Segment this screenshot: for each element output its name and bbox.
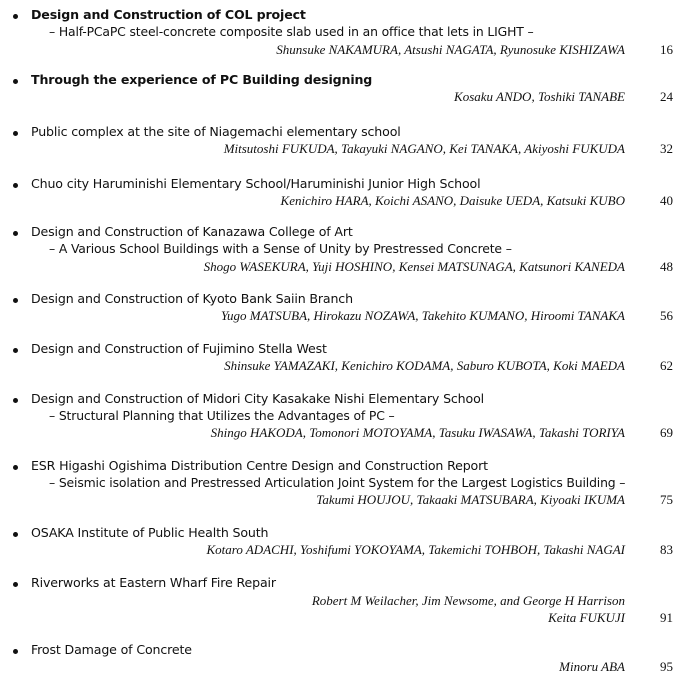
bullet-icon [13, 14, 18, 19]
bullet-icon [13, 231, 18, 236]
entry-title[interactable]: Design and Construction of Kanazawa College of Art [31, 224, 353, 239]
entry-authors: Shogo WASEKURA, Yuji HOSHINO, Kensei MATSUNAGA, Katsunori KANEDA [203, 259, 625, 274]
entry-authors: Minoru ABA [559, 659, 625, 674]
entry-title[interactable]: Riverworks at Eastern Wharf Fire Repair [31, 575, 276, 590]
entry-authors: Shingo HAKODA, Tomonori MOTOYAMA, Tasuku IWASAWA, Takashi TORIYA [210, 425, 625, 440]
entry-authors: Kosaku ANDO, Toshiki TANABE [454, 89, 625, 104]
entry-page-number[interactable]: 62 [660, 358, 673, 373]
entry-subtitle: – Structural Planning that Utilizes the Advantages of PC – [49, 408, 395, 423]
entry-authors: Kenichiro HARA, Koichi ASANO, Daisuke UEDA, Katsuki KUBO [280, 193, 625, 208]
entry-page-number[interactable]: 24 [660, 89, 673, 104]
bullet-icon [13, 348, 18, 353]
entry-subtitle: – A Various School Buildings with a Sense of Unity by Prestressed Concrete – [49, 241, 512, 256]
entry-title[interactable]: Design and Construction of Fujimino Stella West [31, 341, 327, 356]
entry-title[interactable]: Through the experience of PC Building designing [31, 72, 373, 87]
bullet-icon [13, 131, 18, 136]
entry-title[interactable]: OSAKA Institute of Public Health South [31, 525, 269, 540]
entry-page-number[interactable]: 16 [660, 42, 673, 57]
entry-authors: Yugo MATSUBA, Hirokazu NOZAWA, Takehito KUMANO, Hiroomi TANAKA [220, 308, 625, 323]
entry-title[interactable]: Design and Construction of COL project [31, 7, 306, 22]
entry-page-number[interactable]: 75 [660, 492, 673, 507]
entry-page-number[interactable]: 69 [660, 425, 673, 440]
entry-authors: Takumi HOUJOU, Takaaki MATSUBARA, Kiyoaki IKUMA [316, 492, 625, 507]
entry-page-number[interactable]: 48 [660, 259, 673, 274]
entry-page-number[interactable]: 32 [660, 141, 673, 156]
bullet-icon [13, 398, 18, 403]
entry-title[interactable]: Design and Construction of Midori City Kasakake Nishi Elementary School [31, 391, 484, 406]
bullet-icon [13, 298, 18, 303]
bullet-icon [13, 582, 18, 587]
entry-title[interactable]: ESR Higashi Ogishima Distribution Centre Design and Construction Report [31, 458, 488, 473]
entry-page-number[interactable]: 83 [660, 542, 673, 557]
entry-subtitle: – Seismic isolation and Prestressed Articulation Joint System for the Largest Logistics Building – [49, 475, 626, 490]
bullet-icon [13, 183, 18, 188]
entry-title[interactable]: Design and Construction of Kyoto Bank Saiin Branch [31, 291, 353, 306]
entry-page-number[interactable]: 95 [660, 659, 673, 674]
entry-title[interactable]: Chuo city Haruminishi Elementary School/Haruminishi Junior High School [31, 176, 481, 191]
entry-subtitle: – Half-PCaPC steel-concrete composite slab used in an office that lets in LIGHT – [49, 24, 534, 39]
entry-page-number[interactable]: 91 [660, 610, 673, 625]
entry-authors: Mitsutoshi FUKUDA, Takayuki NAGANO, Kei TANAKA, Akiyoshi FUKUDA [223, 141, 625, 156]
entry-authors: Shunsuke NAKAMURA, Atsushi NAGATA, Ryunosuke KISHIZAWA [276, 42, 625, 57]
entry-page-number[interactable]: 40 [660, 193, 673, 208]
entry-title[interactable]: Frost Damage of Concrete [31, 642, 192, 657]
entry-authors: Robert M Weilacher, Jim Newsome, and George H Harrison [311, 593, 625, 608]
bullet-icon [13, 465, 18, 470]
bullet-icon [13, 79, 18, 84]
entry-authors: Kotaro ADACHI, Yoshifumi YOKOYAMA, Takemichi TOHBOH, Takashi NAGAI [206, 542, 625, 557]
entry-title[interactable]: Public complex at the site of Niagemachi elementary school [31, 124, 401, 139]
entry-authors: Shinsuke YAMAZAKI, Kenichiro KODAMA, Saburo KUBOTA, Koki MAEDA [224, 358, 625, 373]
entry-authors-second-line: Keita FUKUJI [548, 610, 625, 625]
bullet-icon [13, 532, 18, 537]
entry-page-number[interactable]: 56 [660, 308, 673, 323]
bullet-icon [13, 649, 18, 654]
